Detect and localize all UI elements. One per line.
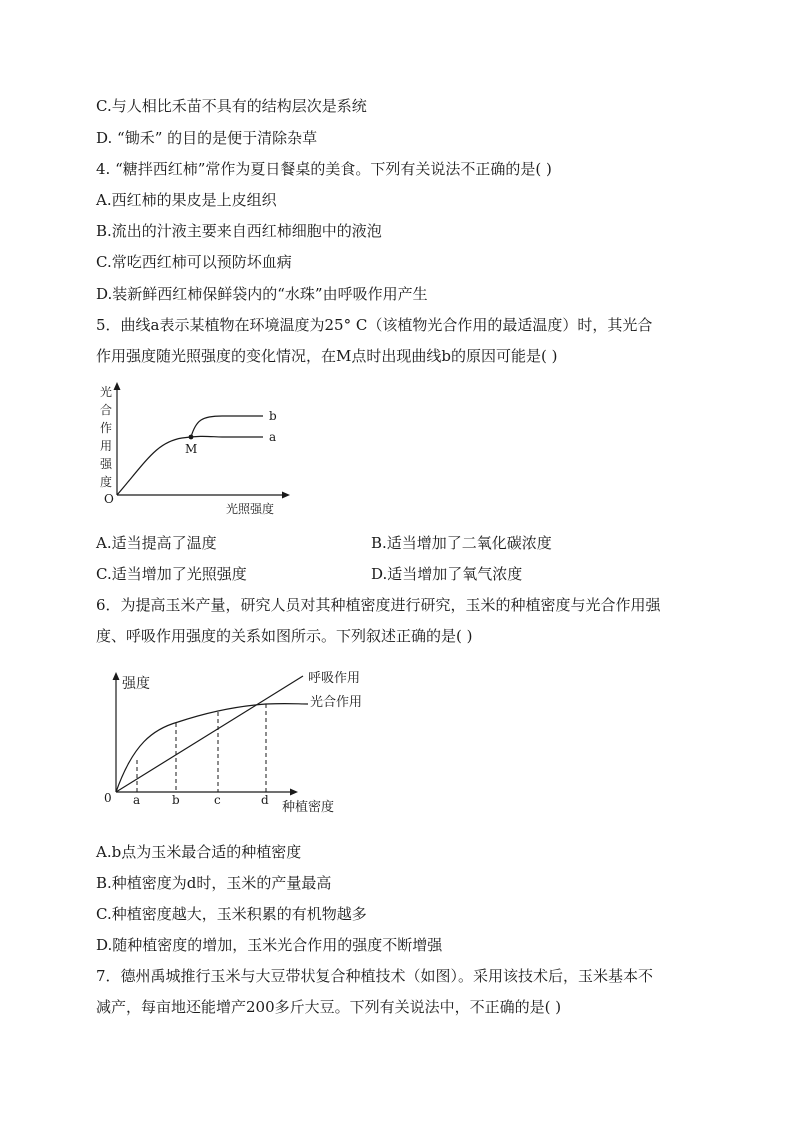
fig2-tick-b: b xyxy=(172,793,180,807)
fig1-x-arrow xyxy=(282,492,290,499)
q4-option-b: B.流出的汁液主要来自西红柿细胞中的液泡 xyxy=(96,222,382,240)
fig1-ylabel-0: 光 xyxy=(100,385,113,399)
q5-stem-line2: 作用强度随光照强度的变化情况，在M点时出现曲线b的原因可能是( ) xyxy=(96,347,558,365)
q7-stem-line2: 减产，每亩地还能增产200多斤大豆。下列有关说法中，不正确的是( ) xyxy=(96,998,562,1016)
fig1-curve-b xyxy=(191,416,263,437)
fig1-curve-b-label: b xyxy=(269,409,277,423)
q6-stem-line1: 6．为提高玉米产量，研究人员对其种植密度进行研究，玉米的种植密度与光合作用强 xyxy=(96,596,661,614)
q7-stem-line1: 7．德州禹城推行玉米与大豆带状复合种植技术（如图）。采用该技术后，玉米基本不 xyxy=(96,967,654,985)
q6-option-c: C.种植密度越大，玉米积累的有机物越多 xyxy=(96,905,367,923)
fig1-y-arrow xyxy=(114,382,121,390)
q6-option-d: D.随种植密度的增加，玉米光合作用的强度不断增强 xyxy=(96,936,443,954)
fig2-xlabel: 种植密度 xyxy=(282,800,335,815)
q5-figure xyxy=(92,378,302,520)
fig2-tick-c: c xyxy=(214,793,221,807)
fig2-x-arrow xyxy=(290,789,298,796)
q4-option-d: D.装新鲜西红柿保鲜袋内的“水珠”由呼吸作用产生 xyxy=(96,285,428,303)
fig1-xlabel: 光照强度 xyxy=(226,502,275,516)
q6-figure xyxy=(98,664,388,818)
fig2-tick-d: d xyxy=(261,793,269,807)
fig2-legend-respiration: 呼吸作用 xyxy=(308,671,361,686)
fig2-legend-photosynthesis: 光合作用 xyxy=(310,695,363,710)
fig2-ylabel: 强度 xyxy=(122,676,150,692)
fig1-origin: O xyxy=(104,492,114,506)
fig1-ylabel-1: 合 xyxy=(100,403,113,417)
fig1-ylabel-2: 作 xyxy=(100,421,113,435)
fig2-respiration-line xyxy=(116,676,303,792)
q6-option-a: A.b点为玉米最合适的种植密度 xyxy=(96,843,302,861)
fig1-point-m xyxy=(189,435,194,440)
fig1-curve-a-label: a xyxy=(269,430,277,444)
q3-option-c: C.与人相比禾苗不具有的结构层次是系统 xyxy=(96,97,367,115)
fig1-point-label: M xyxy=(185,442,198,456)
q6-stem-line2: 度、呼吸作用强度的关系如图所示。下列叙述正确的是( ) xyxy=(96,627,473,645)
q4-option-a: A.西红柿的果皮是上皮组织 xyxy=(96,191,277,209)
q4-stem: 4. “糖拌西红柿”常作为夏日餐桌的美食。下列有关说法不正确的是( ) xyxy=(96,160,552,178)
fig1-ylabel-5: 度 xyxy=(100,475,113,489)
fig1-ylabel-3: 用 xyxy=(100,439,113,453)
fig2-y-arrow xyxy=(113,672,120,680)
q5-stem-line1: 5．曲线a表示某植物在环境温度为25° C（该植物光合作用的最适温度）时，其光合 xyxy=(96,316,653,334)
q3-option-d: D. “锄禾” 的目的是便于清除杂草 xyxy=(96,129,318,147)
fig2-tick-a: a xyxy=(133,793,141,807)
fig2-photosynthesis-curve xyxy=(116,704,308,792)
q5-option-c: C.适当增加了光照强度 xyxy=(96,565,247,583)
q5-option-b: B.适当增加了二氧化碳浓度 xyxy=(371,534,552,552)
q5-option-d: D.适当增加了氧气浓度 xyxy=(371,565,523,583)
q6-option-b: B.种植密度为d时，玉米的产量最高 xyxy=(96,874,332,892)
q4-option-c: C.常吃西红柿可以预防坏血病 xyxy=(96,253,292,271)
q5-option-a: A.适当提高了温度 xyxy=(96,534,217,552)
fig2-origin: 0 xyxy=(104,791,112,805)
fig1-ylabel-4: 强 xyxy=(100,457,113,471)
